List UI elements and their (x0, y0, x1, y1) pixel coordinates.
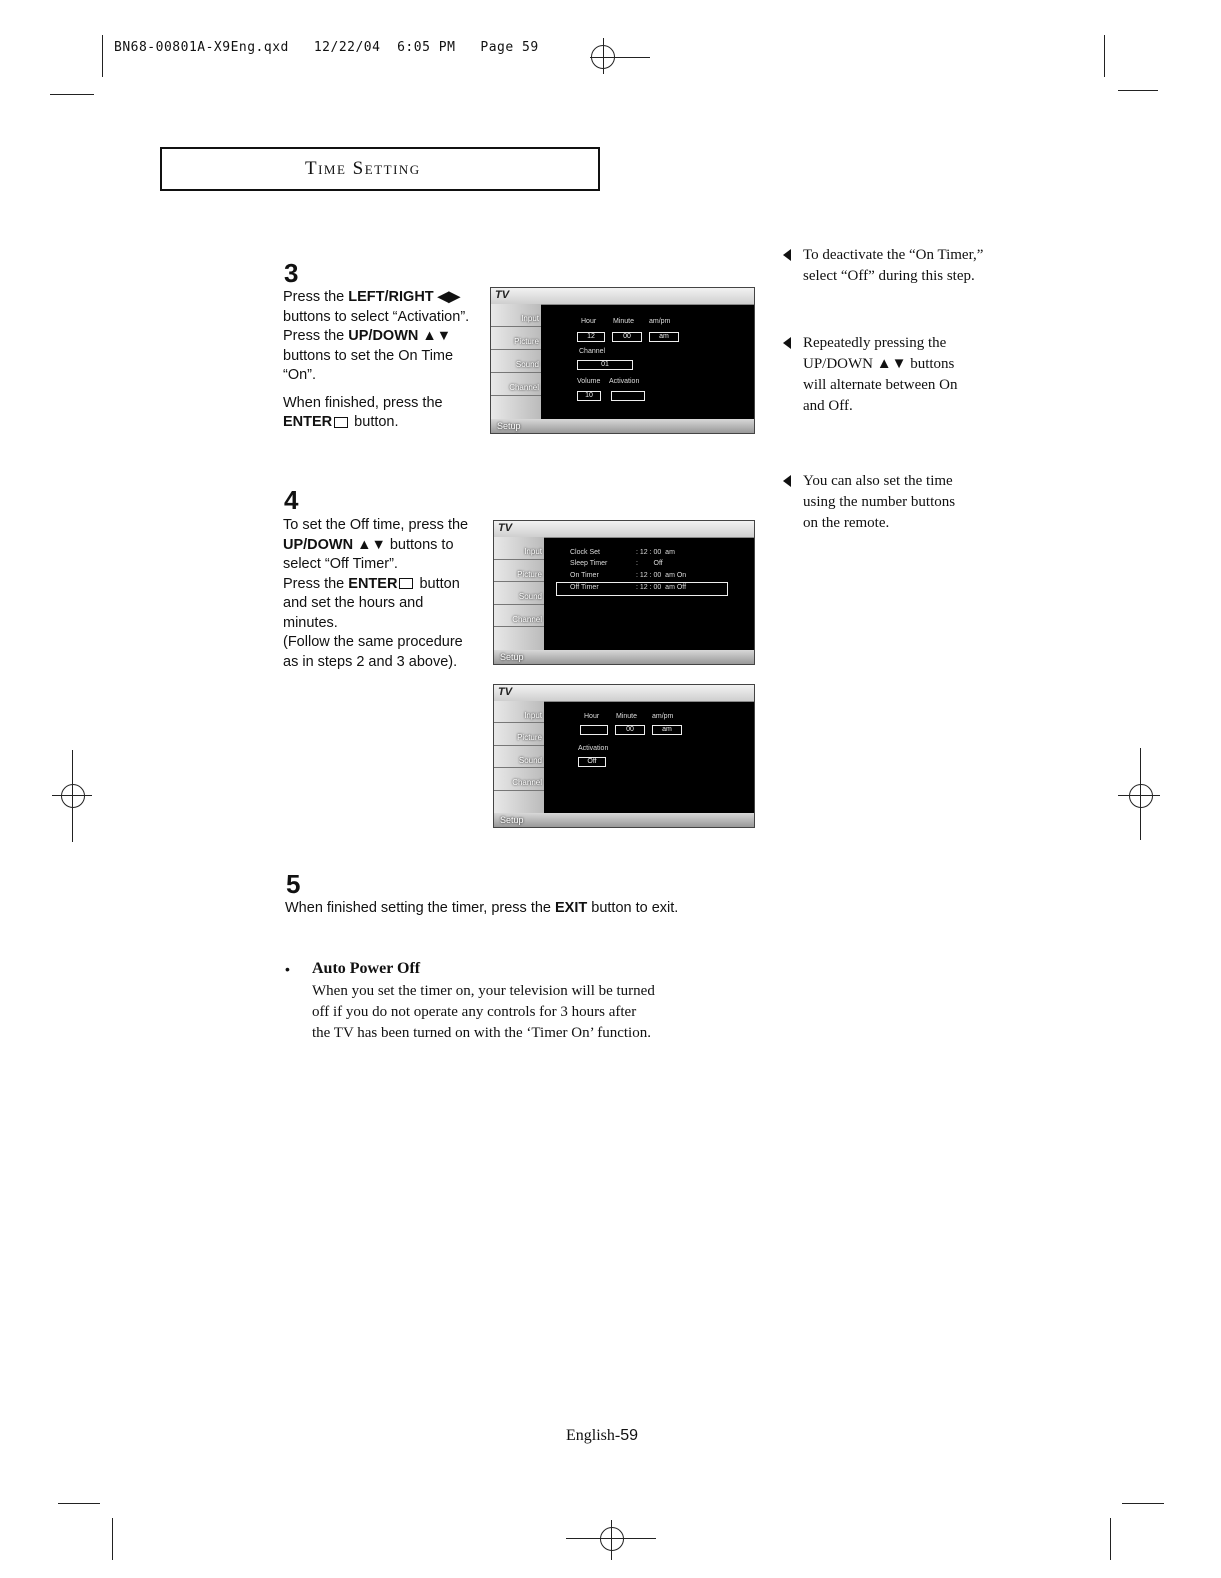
registration-mark (600, 1527, 624, 1551)
screen-side-menu (491, 304, 541, 419)
body-line: When you set the timer on, your television will be turned (312, 983, 655, 999)
note-3 (783, 471, 1023, 534)
side-menu-item: Channel (491, 373, 541, 396)
crop-mark (1104, 35, 1105, 77)
registration-mark (1129, 784, 1153, 808)
note-line: To deactivate the “On Timer,” (803, 247, 984, 263)
page-number: English-59 (566, 1427, 639, 1444)
side-menu-item: Channel (494, 768, 544, 790)
step-4-line-5: and set the hours and (283, 595, 424, 611)
screen-bottom-bar (494, 650, 754, 664)
setup-label: Setup (500, 815, 524, 825)
step-4-line-1: To set the Off time, press the (283, 517, 469, 533)
note-line: Repeatedly pressing the (803, 335, 947, 351)
hour-label: Hour (581, 318, 597, 325)
tv-logo-icon: TV (498, 522, 513, 534)
step-4-line-8: as in steps 2 and 3 above). (283, 653, 458, 670)
step-4-line-3: select “Off Timer”. (283, 556, 398, 572)
step-4-line-2: UP/DOWN ▲▼ buttons to (283, 536, 454, 553)
setup-label: Setup (500, 652, 524, 662)
channel-label: Channel (579, 348, 606, 355)
registration-mark (61, 784, 85, 808)
hour-value: 12 (577, 332, 605, 342)
crop-mark (1110, 1518, 1111, 1560)
activation-value (611, 391, 645, 401)
tv-screen-on-timer (490, 287, 755, 434)
note-1 (783, 245, 1023, 287)
note-line: You can also set the time (803, 473, 953, 489)
note-arrow-icon (783, 475, 791, 487)
note-line: will alternate between On (803, 377, 958, 393)
bullet-icon: • (285, 961, 290, 977)
enter-icon (334, 417, 348, 428)
menu-row-value: : 12 : 00 am On (636, 572, 687, 579)
screen-bottom-bar (491, 419, 754, 433)
step-5-text: When finished setting the timer, press the EXIT button to exit. (285, 900, 679, 916)
screen-title-bar (494, 521, 754, 538)
screen-title-bar (494, 685, 754, 702)
step-4-number: 4 (284, 485, 299, 515)
ampm-label: am/pm (652, 713, 674, 720)
side-menu-item: Sound (491, 350, 541, 373)
step-3-line-3: Press the UP/DOWN ▲▼ (283, 328, 452, 344)
ampm-value: am (649, 332, 679, 342)
note-line: and Off. (803, 398, 853, 414)
menu-row-value: : Off (636, 560, 663, 567)
note-line: UP/DOWN ▲▼ buttons (803, 356, 955, 372)
step-4-line-4: Press the ENTER button (283, 575, 460, 592)
step-3-line-6: When finished, press the (283, 394, 443, 411)
channel-value: 01 (577, 360, 633, 370)
side-menu-item: Input (491, 304, 541, 327)
tv-logo-icon: TV (498, 686, 513, 698)
body-line: off if you do not operate any controls for 3 hours after (312, 1004, 637, 1020)
step-3-number: 3 (284, 258, 299, 288)
step-3-line-4: buttons to set the On Time (283, 347, 454, 364)
tv-screen-time-menu (493, 520, 755, 665)
minute-value: 00 (612, 332, 642, 342)
crop-mark (50, 94, 94, 95)
enter-icon (399, 578, 413, 589)
activation-label: Activation (609, 378, 640, 385)
side-menu-item: Sound (494, 746, 544, 768)
menu-row-value: : 12 : 00 am Off (636, 584, 687, 591)
ampm-label: am/pm (649, 318, 671, 325)
step-4-line-7: (Follow the same procedure (283, 634, 463, 650)
activation-label: Activation (578, 745, 609, 752)
menu-row-label: Off Timer (570, 584, 599, 591)
step-4-text (283, 516, 493, 672)
crop-mark (1118, 90, 1158, 91)
registration-mark (591, 45, 615, 69)
screen-side-menu (494, 701, 544, 813)
crop-mark (112, 1518, 113, 1560)
menu-row-label: Clock Set (570, 549, 600, 556)
menu-row-label: On Timer (570, 572, 599, 579)
side-menu-item: Picture (494, 723, 544, 745)
step-3-line-1: Press the LEFT/RIGHT ◀▶ (283, 289, 460, 305)
hour-value (580, 725, 608, 735)
note-line: select “Off” during this step. (803, 268, 975, 284)
step-3-text (283, 288, 488, 433)
setup-label: Setup (497, 421, 521, 431)
file-slug-line: BN68-00801A-X9Eng.qxd 12/22/04 6:05 PM Page 59 (114, 40, 539, 55)
side-menu-item: Sound (494, 582, 544, 605)
note-arrow-icon (783, 337, 791, 349)
crop-mark (1122, 1503, 1164, 1504)
note-arrow-icon (783, 249, 791, 261)
side-menu-item: Channel (494, 605, 544, 628)
note-line: on the remote. (803, 515, 890, 531)
volume-value: 10 (577, 391, 601, 401)
menu-row-value: : 12 : 00 am (636, 549, 675, 556)
tv-screen-off-timer (493, 684, 755, 828)
screen-title-bar (491, 288, 754, 305)
minute-label: Minute (613, 318, 635, 325)
menu-row-label: Sleep Timer (570, 560, 608, 567)
step-3-line-5: “On”. (283, 367, 317, 383)
note-line: using the number buttons (803, 494, 956, 510)
ampm-value: am (652, 725, 682, 735)
crop-mark (102, 35, 103, 77)
auto-power-off-title: Auto Power Off (312, 960, 421, 977)
step-4-line-6: minutes. (283, 614, 338, 631)
section-title: Time Setting (305, 158, 421, 179)
minute-label: Minute (616, 713, 638, 720)
step-3-line-7: ENTER button. (283, 414, 399, 430)
screen-side-menu (494, 537, 544, 650)
activation-value: Off (578, 757, 606, 767)
side-menu-item: Picture (494, 560, 544, 583)
side-menu-item: Input (494, 701, 544, 723)
step-5-number: 5 (286, 869, 301, 899)
side-menu-item: Picture (491, 327, 541, 350)
note-2 (783, 333, 1023, 417)
side-menu-item: Input (494, 537, 544, 560)
volume-label: Volume (577, 378, 601, 385)
tv-logo-icon: TV (495, 289, 510, 301)
screen-bottom-bar (494, 813, 754, 827)
body-line: the TV has been turned on with the ‘Timer On’ function. (312, 1025, 651, 1041)
step-3-line-2: buttons to select “Activation”. (283, 308, 470, 325)
minute-value: 00 (615, 725, 645, 735)
crop-mark (58, 1503, 100, 1504)
auto-power-off-body (312, 981, 732, 1044)
hour-label: Hour (584, 713, 600, 720)
